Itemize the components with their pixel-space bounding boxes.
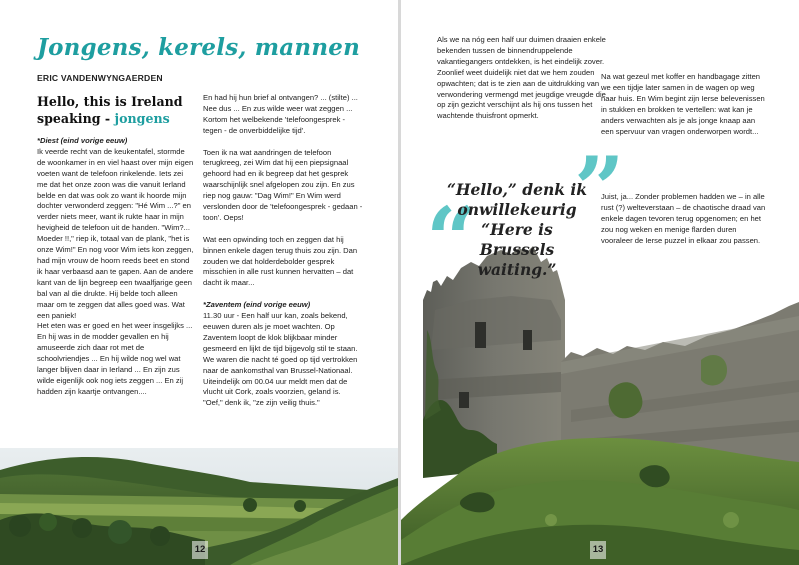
author-name: ERIC VANDENWYNGAERDEN	[37, 73, 163, 83]
right-column-2	[601, 72, 769, 137]
left-column-2	[203, 93, 366, 409]
location-heading-zaventem: *Zaventem (eind vorige eeuw)	[203, 300, 311, 310]
article-title: Jongens, kerels, mannen	[37, 34, 361, 61]
paragraph: Na wat gezeul met koffer en handbagage zitten we een tijdje later samen in de wagen op weg naar huis. En Wim begint zijn Ierse belevenissen in stukken en brokken te vertellen: wat kan je anders verwachten als je als jonge knaap aan een spervuur van vragen onderworpen wordt...	[601, 72, 765, 136]
left-page	[0, 0, 398, 565]
quote-open-mark: “	[426, 187, 477, 291]
paragraph: "Oef," denk ik, "ze zijn veilig thuis."	[203, 398, 320, 408]
location-heading-diest: *Diest (eind vorige eeuw)	[37, 136, 128, 145]
paragraph: Zoonlief weet duidelijk niet dat we hem zouden opwachten; dat is te zien aan de uitdrukking van verwondering vermengd met jeugdige vreugde die op zijn gezicht verschijnt als hij ons tussen het wachtende thuisfront opmerkt.	[437, 67, 606, 121]
paragraph: Ik veerde recht van de keukentafel, stormde de woonkamer in en viel haast over mijn eigen voeten want de telefoon rinkelende. Iets zei me dat het onze zoon was die vanuit Ierland belde en dat was ook zo want ik hoorde mijn dochter verwonderd zeggen: "Hé Wim ...?" en verder niets meer, want ik rukte haar in mijn hevigheid de telefoon uit de handen. "Wim?... Moeder !!," riep ik, totaal van de plank, "het is onze Wim!" En nog voor Wim iets kon zeggen, had mijn vrouw de hoorn reeds beet en stond ik haar verbaasd aan te gapen. Aan de andere kant van de lijn begreep een twaalfjarige geen bal van al die drukte. Hij belde toch alleen maar om te zeggen dat alles goed was. Wat een paniek!	[37, 146, 194, 320]
page-number-left: 12	[192, 541, 208, 559]
paragraph: Toen ik na wat aandringen de telefoon terugkreeg, zei Wim dat hij een piepsignaal gehoord had en ik begreep dat het gesprek waarschijnlijk snel afgelopen zou zijn. En zus riep nog gauw: "Dag Wim!" En Wim werd verslonden door de 'telefoongesprek - gedaan - toon'. Oeps!	[203, 147, 363, 222]
paragraph: En had hij hun brief al ontvangen? ... (stilte) ... Nee dus ... En zus wilde weer wat zeggen ... Kortom het welbekende 'telefoongesprek - tegen - de onverbiddelijke tijd'.	[203, 93, 358, 135]
paragraph: Als we na nóg een half uur duimen draaien enkele bekenden tussen de binnendruppelende vakantiegangers ontdekken, is het eindelijk zover.	[437, 35, 606, 66]
paragraph: 11.30 uur - Een half uur kan, zoals bekend, eeuwen duren als je moet wachten. Op Zaventem loopt de klok blijkbaar minder gesmeerd en lijkt de tijd bijgevolg stil te staan. We waren die nacht té goed op tijd vertrokken naar de aankomsthal van Brussel-Nationaal. Uiteindelijk om 00.04 uur meldt men dat de vlucht uit Cork, zoals voorzien, geland is.	[203, 311, 358, 397]
paragraph: Het eten was er goed en het weer insgelijks ... En hij was in de modder gevallen en hij amuseerde zich daar rot met de schoolvriendjes ... En hij wilde nog wel wat langer blijven daar in Ierland ... En zijn zus wilde eigenlijk ook nog iets zeggen ... En zij hadden zijn kaartje ontvangen....	[37, 321, 193, 396]
paragraph: Juist, ja... Zonder problemen hadden we – in alle rust (?) welteverstaan – de chaotische draad van enkele dagen tevoren terug opgenomen; en het zou nog weken en menige flarden duren vooraleer de Ierse puzzel in elkaar zou passen.	[601, 192, 766, 245]
left-column-1	[37, 136, 194, 398]
quote-close-mark: ”	[574, 137, 625, 241]
subhead-text: Hello, this is Ireland speaking -	[37, 94, 183, 126]
subhead-accent: jongens	[114, 111, 170, 126]
page-number-right: 13	[590, 541, 606, 559]
right-column-3	[601, 192, 769, 247]
article-subhead	[37, 93, 197, 127]
pull-quote: “Hello,” denk ik onwillekeurig “Here is Brussels waiting.”	[447, 180, 587, 279]
right-column-1	[437, 35, 609, 122]
paragraph: Wat een opwinding toch en zeggen dat hij binnen enkele dagen terug thuis zou zijn. Dan zouden we dat holderdebolder gesprek misschien in alle rust kunnen hervatten – dat dacht ik maar...	[203, 234, 358, 288]
